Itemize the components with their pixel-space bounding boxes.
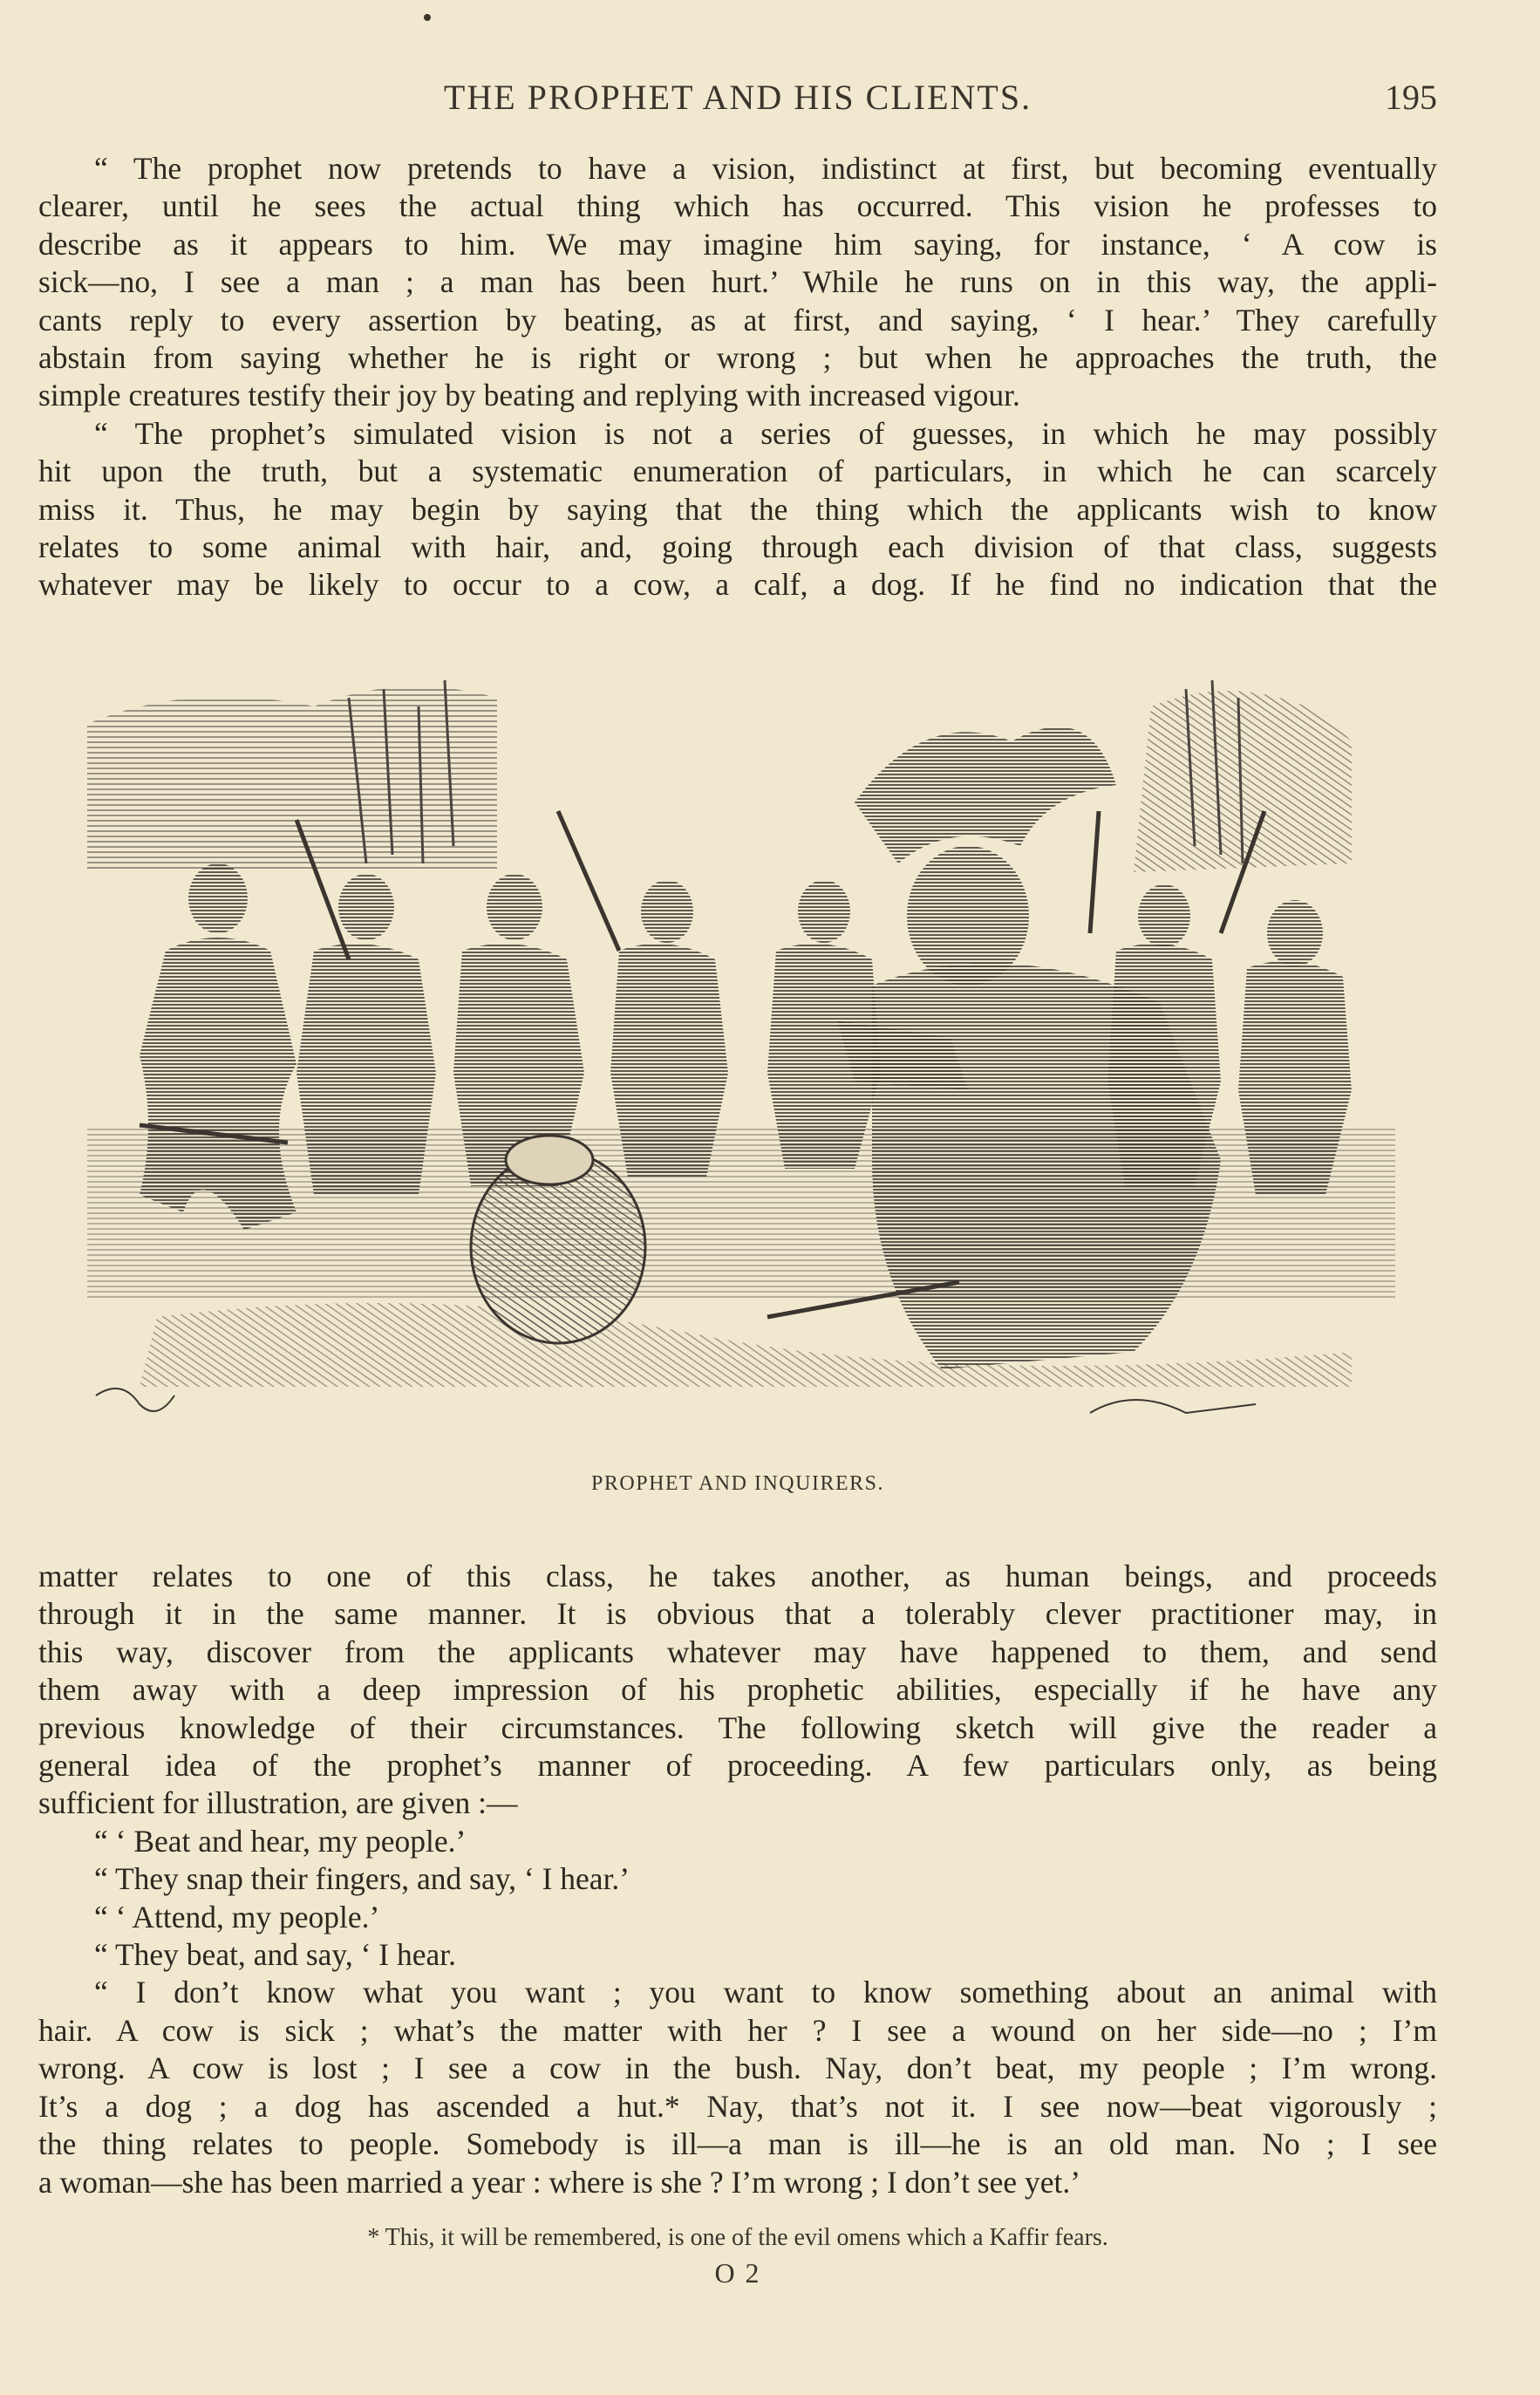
footnote: * This, it will be remembered, is one of the evil omens which a Kaffir fears. [367,2224,1108,2251]
running-head [38,77,1437,120]
background-bushes [87,680,1352,872]
text-line: hair. A cow is sick ; what’s the matter with her ? I see a wound on her side—no ; I’m [38,2012,1437,2048]
text-line: sick—no, I see a man ; a man has been hurt.’ While he runs on in this way, the appli- [38,264,1437,300]
text-line: them away with a deep impression of his prophetic abilities, especially if he have any [38,1672,1437,1708]
text-line: “ They snap their fingers, and say, ‘ I hear.’ [94,1861,630,1897]
signature-mark: O 2 [714,2257,761,2289]
text-line: this way, discover from the applicants whatever may have happened to them, and send [38,1634,1437,1669]
text-line: “ ‘ Attend, my people.’ [94,1899,380,1934]
text-line: clearer, until he sees the actual thing which has occurred. This vision he professes to [38,188,1437,224]
text-line: a woman—she has been married a year : where is she ? I’m wrong ; I don’t see yet.’ [38,2164,1081,2200]
text-line: general idea of the prophet’s manner of proceeding. A few particulars only, as being [38,1748,1437,1784]
text-line: It’s a dog ; a dog has ascended a hut.* Nay, that’s not it. I see now—beat vigorously ; [38,2088,1437,2124]
body-text-top [38,150,1437,604]
text-line: “ They beat, and say, ‘ I hear. [94,1937,456,1973]
text-line: “ I don’t know what you want ; you want to know something about an animal with [94,1975,1437,2010]
text-line: “ The prophet’s simulated vision is not a series of guesses, in which he may possibly [94,415,1437,451]
text-line: “ ‘ Beat and hear, my people.’ [94,1823,467,1859]
text-line: whatever may be likely to occur to a cow, a calf, a dog. If he find no indication that the [38,567,1437,603]
text-line: “ The prophet now pretends to have a vision, indistinct at first, but becoming eventually [94,151,1437,186]
text-line: the thing relates to people. Somebody is ill—a man is ill—he is an old man. No ; I see [38,2126,1437,2162]
text-line: matter relates to one of this class, he takes another, as human beings, and proceeds [38,1559,1437,1593]
text-line: hit upon the truth, but a systematic enumeration of particulars, in which he can scarcely [38,454,1437,489]
text-line: cants reply to every assertion by beating, as at first, and saying, ‘ I hear.’ They carefully [38,302,1437,338]
text-line: relates to some animal with hair, and, going through each division of that class, suggests [38,529,1437,565]
text-line: sufficient for illustration, are given :— [38,1785,518,1821]
text-line: abstain from saying whether he is right or wrong ; but when he approaches the truth, the [38,340,1437,376]
running-title: THE PROPHET AND HIS CLIENTS. [443,78,1032,117]
illustration-caption: PROPHET AND INQUIRERS. [591,1472,884,1495]
ink-speck [424,14,431,21]
signature-strokes [96,1389,1256,1413]
text-line: miss it. Thus, he may begin by saying that the thing which the applicants wish to know [38,491,1437,527]
body-text-bottom [38,1558,1437,2201]
text-line: wrong. A cow is lost ; I see a cow in the bush. Nay, don’t beat, my people ; I’m wrong. [38,2050,1437,2086]
text-line: previous knowledge of their circumstances. The following sketch will give the reader a [38,1709,1437,1745]
engraving-illustration [87,672,1395,1457]
page-number: 195 [1385,78,1437,117]
text-line: describe as it appears to him. We may imagine him saying, for instance, ‘ A cow is [38,226,1437,262]
text-line: simple creatures testify their joy by beating and replying with increased vigour. [38,378,1020,413]
text-line: through it in the same manner. It is obvious that a tolerably clever practitioner may, in [38,1596,1437,1632]
